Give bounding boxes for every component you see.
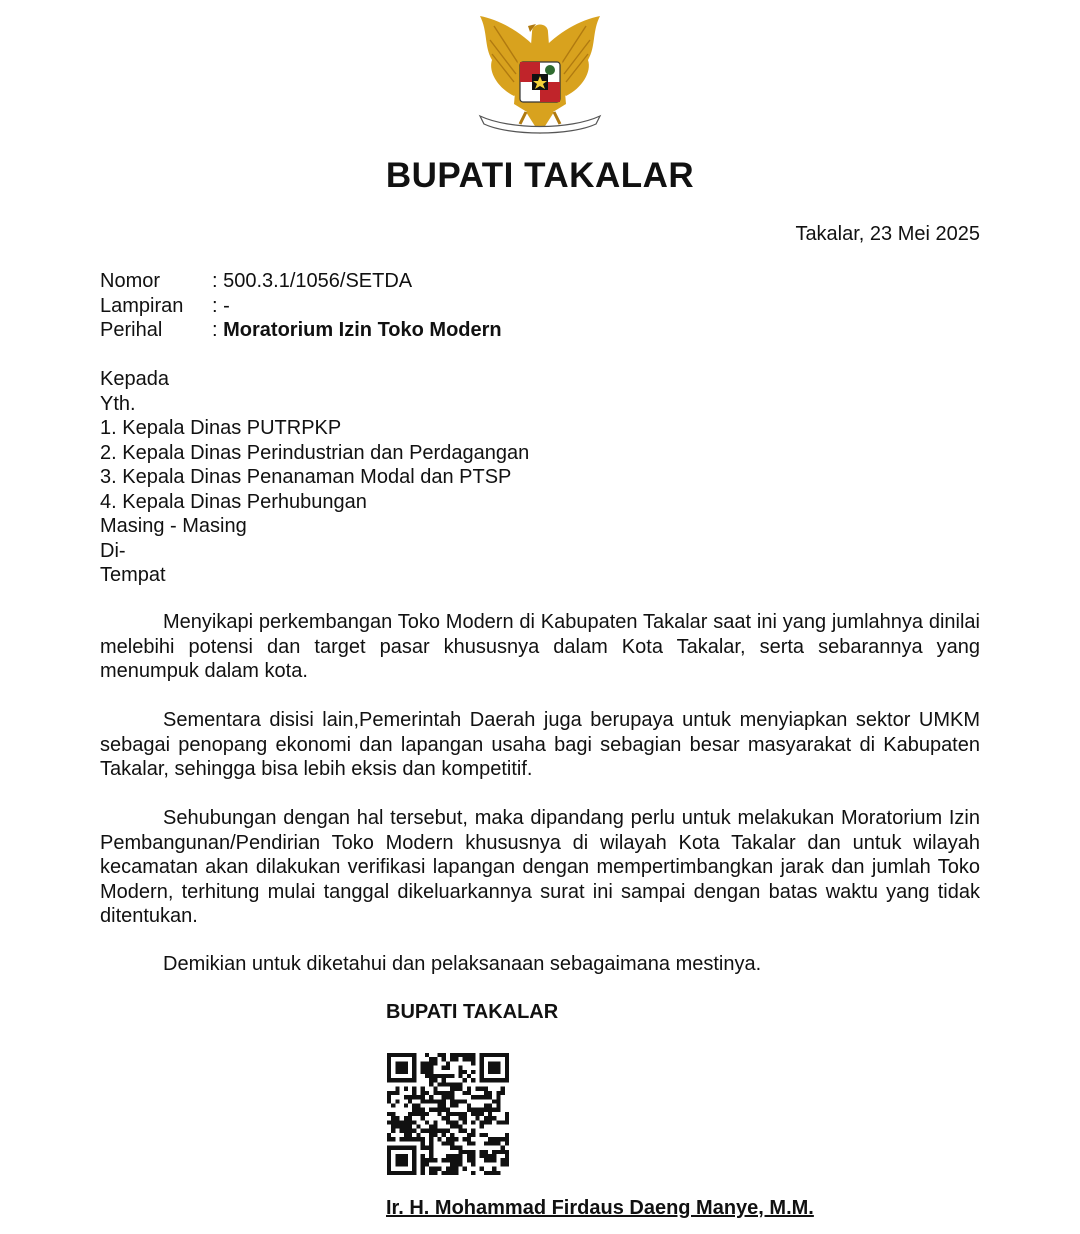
meta-lampiran <box>100 294 502 319</box>
recipient-tempat: Tempat <box>100 564 166 586</box>
signer-name: Ir. H. Mohammad Firdaus Daeng Manye, M.M. <box>386 1197 814 1219</box>
page-title: BUPATI TAKALAR <box>385 156 695 195</box>
signature-title: BUPATI TAKALAR <box>386 1001 559 1023</box>
meta-lampiran-label: Lampiran <box>100 294 184 317</box>
meta-perihal-value-wrap <box>212 318 502 343</box>
body-paragraph: Sementara disisi lain,Pemerintah Daerah juga berupaya untuk menyiapkan sektor UMKM sebagai penopang ekonomi dan lapangan usaha bagi sebagian besar masyarakat di Kabupaten Takalar, sehingga bisa lebih eksis dan kompetitif. <box>100 709 980 780</box>
recipient-item: 2. Kepala Dinas Perindustrian dan Perdagangan <box>100 441 530 464</box>
recipient-item: 4. Kepala Dinas Perhubungan <box>100 490 367 513</box>
letter-date: Takalar, 23 Mei 2025 <box>795 223 980 245</box>
meta-perihal-label: Perihal <box>100 319 163 341</box>
garuda-pancasila-emblem-icon <box>470 12 610 140</box>
recipient-yth: Yth. <box>100 392 136 415</box>
recipient-di: Di- <box>100 539 126 562</box>
meta-perihal <box>100 318 502 343</box>
meta-nomor <box>100 269 502 294</box>
body-paragraph: Menyikapi perkembangan Toko Modern di Kabupaten Takalar saat ini yang jumlahnya dinilai melebihi potensi dan target pasar khususnya dalam Kota Takalar, serta sebarannya yang menumpuk dalam kota. <box>100 611 980 682</box>
body-paragraph: Sehubungan dengan hal tersebut, maka dipandang perlu untuk melakukan Moratorium Izin Pembangunan/Pendirian Toko Modern khususnya di wilayah Kota Takalar dan untuk wilayah kecamatan akan dilakukan verifikasi lapangan dengan mempertimbangkan jarak dan jumlah Toko Modern, terhitung mulai tanggal dikeluarkannya surat ini sampai dengan batas waktu yang tidak ditentukan. <box>100 807 980 927</box>
meta-nomor-label: Nomor <box>100 270 161 292</box>
recipient-item: 1. Kepala Dinas PUTRPKP <box>100 417 342 439</box>
meta-nomor-value: : 500.3.1/1056/SETDA <box>212 270 413 292</box>
meta-lampiran-value: : - <box>212 294 230 317</box>
recipient-masing: Masing - Masing <box>100 515 247 537</box>
meta-perihal-value: Moratorium Izin Toko Modern <box>223 319 502 341</box>
recipient-kepada: Kepada <box>100 368 169 390</box>
closing-paragraph: Demikian untuk diketahui dan pelaksanaan sebagaimana mestinya. <box>163 953 762 975</box>
meta-perihal-prefix: : <box>212 319 224 341</box>
letter-meta <box>100 269 502 343</box>
qr-code-signature-icon <box>387 1053 509 1175</box>
recipient-item: 3. Kepala Dinas Penanaman Modal dan PTSP <box>100 466 512 488</box>
recipients-block <box>100 367 529 588</box>
